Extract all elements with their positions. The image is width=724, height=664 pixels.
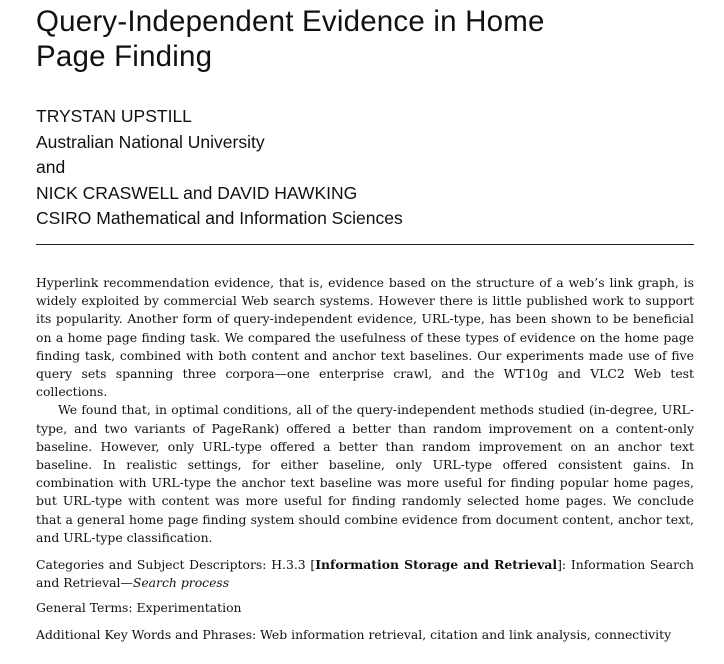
paper-title bbox=[36, 4, 676, 74]
categories-bold: Information Storage and Retrieval bbox=[315, 557, 558, 572]
categories-italic: Search process bbox=[132, 575, 230, 591]
abstract bbox=[36, 274, 694, 547]
author-block bbox=[36, 104, 403, 232]
author-names-2: NICK CRASWELL and DAVID HAWKING bbox=[36, 182, 358, 203]
categories-middle: ]: Information Search and Retrieval— bbox=[36, 557, 694, 591]
keywords: Additional Key Words and Phrases: Web information retrieval, citation and link analysis, connectivity bbox=[36, 627, 672, 642]
categories-descriptors bbox=[36, 556, 694, 592]
author-name-1: TRYSTAN UPSTILL bbox=[36, 106, 192, 126]
affiliation-2: CSIRO Mathematical and Information Sciences bbox=[36, 208, 403, 228]
affiliation-1: Australian National University bbox=[36, 131, 265, 152]
author-conjunction: and bbox=[36, 157, 66, 177]
general-terms: General Terms: Experimentation bbox=[36, 600, 242, 615]
title-line-2: Page Finding bbox=[36, 40, 213, 73]
categories-prefix: Categories and Subject Descriptors: H.3.3 [ bbox=[36, 557, 316, 572]
abstract-paragraph-1: Hyperlink recommendation evidence, that is, evidence based on the structure of a web’s link graph, is widely exploited by commercial Web search systems. However there is little published work to support its popularity. Another form of query-independent evidence, URL-type, has been shown to be beneficial on a home page finding task. We compared the usefulness of these types of evidence on the home page finding task, combined with both content and anchor text baselines. Our experiments made use of five query sets spanning three corpora—one enterprise crawl, and the WT10g and VLC2 Web test collections. bbox=[36, 275, 694, 400]
abstract-paragraph-2: We found that, in optimal conditions, all of the query-independent methods studied (in-degree, URL-type, and two variants of PageRank) offered a better than random improvement on a content-only baseline. However, only URL-type offered a better than random improvement on an anchor text baseline. In realistic settings, for either baseline, only URL-type offered consistent gains. In combination with URL-type the anchor text baseline was more useful for finding popular home pages, but URL-type with content was more useful for finding randomly selected home pages. We conclude that a general home page finding system should combine evidence from document content, anchor text, and URL-type classification. bbox=[36, 402, 694, 545]
title-line-1: Query-Independent Evidence in Home bbox=[36, 5, 545, 38]
header-divider bbox=[36, 244, 694, 245]
